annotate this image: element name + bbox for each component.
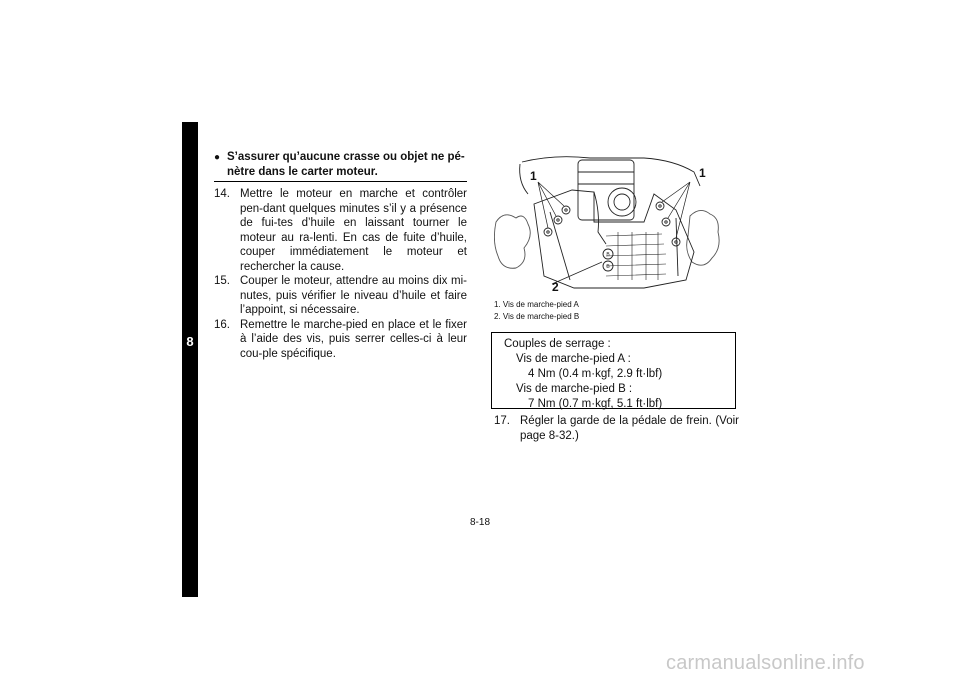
step-item: [214, 318, 467, 362]
figure-label: 1: [530, 169, 537, 183]
torque-title: Couples de serrage :: [504, 338, 611, 350]
chapter-number: 8: [186, 334, 194, 349]
caption-item: 2. Vis de marche-pied B: [494, 312, 580, 321]
step-text: Remettre le marche-pied en place et le fixer à l’aide des vis, puis serrer celles-ci à leur cou-ple spécifique.: [240, 318, 467, 360]
step-item: [494, 414, 739, 443]
step-text: Régler la garde de la pédale de frein. (Voir page 8-32.): [520, 415, 739, 442]
warning-divider: [214, 181, 467, 182]
svg-text:B: B: [606, 264, 610, 270]
step-number: 16.: [214, 318, 230, 331]
steps-right: [494, 414, 739, 443]
step-item: [214, 274, 467, 318]
torque-name: Vis de marche-pied A :: [516, 353, 631, 365]
step-number: 15.: [214, 275, 230, 287]
step-number: 14.: [214, 188, 230, 200]
warning-block: [214, 150, 467, 180]
footrest-drawing: [494, 152, 722, 298]
steps-left: [214, 187, 467, 361]
warning-text: S’assurer qu’aucune crasse ou objet ne pé-nètre dans le carter moteur.: [227, 151, 465, 178]
step-text: Couper le moteur, attendre au moins dix mi-nutes, puis vérifier le niveau d’huile et faire l’appoint, si nécessaire.: [240, 275, 467, 316]
footrest-illustration: [494, 152, 722, 298]
warning-item: [214, 150, 467, 180]
chapter-tab: [182, 122, 198, 597]
figure-label: 1: [699, 166, 706, 180]
torque-box: [491, 332, 736, 409]
step-number: 17.: [494, 415, 510, 427]
torque-name: Vis de marche-pied B :: [516, 383, 633, 395]
svg-text:B: B: [606, 252, 610, 258]
figure-label: 2: [552, 280, 559, 294]
watermark: carmanualsonline.info: [666, 652, 865, 674]
step-item: [214, 187, 467, 274]
bullet-icon: ●: [214, 152, 221, 163]
figure-captions: [494, 299, 734, 323]
page-number: 8-18: [469, 517, 490, 528]
caption-item: 1. Vis de marche-pied A: [494, 300, 579, 309]
torque-value: 7 Nm (0.7 m·kgf, 5.1 ft·lbf): [528, 398, 663, 410]
step-text: Mettre le moteur en marche et contrôler pen-dant quelques minutes s’il y a présence de fui-tes d’huile en laissant tourner le moteur au ra-lenti. En cas de fuite d’huile, couper immédiatement le moteur et rechercher la cause.: [240, 188, 467, 273]
torque-value: 4 Nm (0.4 m·kgf, 2.9 ft·lbf): [528, 368, 663, 380]
